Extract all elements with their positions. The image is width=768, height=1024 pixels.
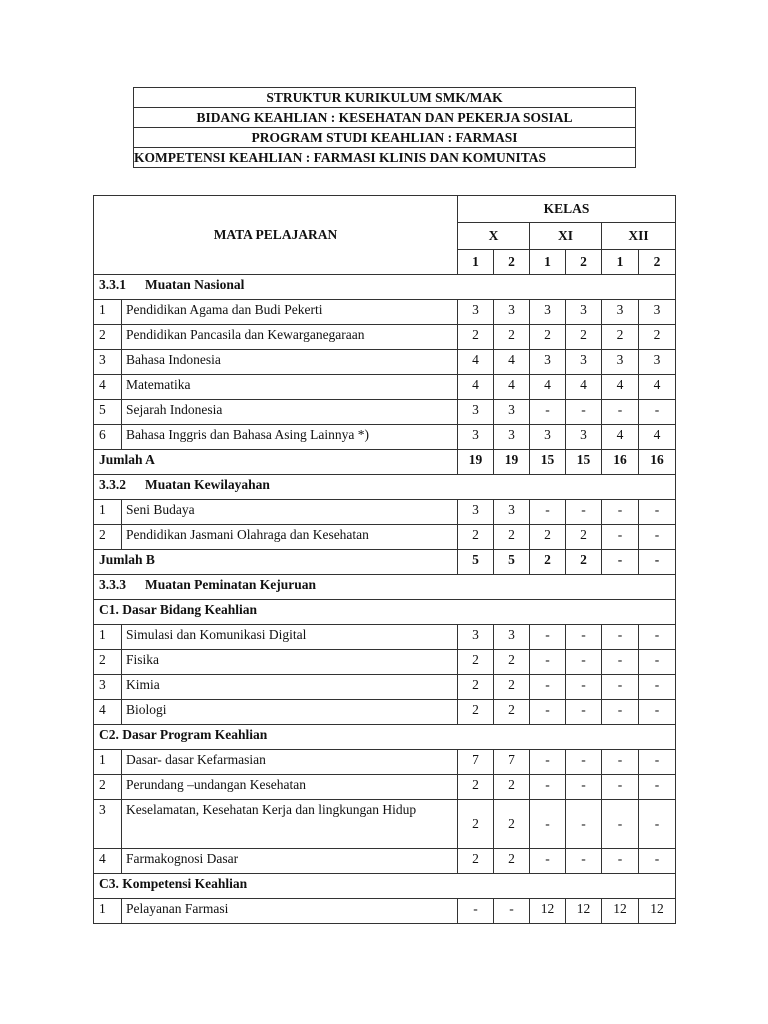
total-cell: 15: [530, 450, 566, 475]
hours-cell: 2: [458, 325, 494, 350]
hours-cell: 3: [566, 350, 602, 375]
table-row: [94, 375, 676, 400]
table-row: [94, 400, 676, 425]
subject-name: Sejarah Indonesia: [122, 400, 458, 425]
table-row: [94, 350, 676, 375]
hours-cell: 12: [530, 899, 566, 924]
hours-cell: 2: [566, 325, 602, 350]
hours-cell: 3: [458, 425, 494, 450]
row-number: 2: [94, 650, 122, 675]
header-semester: 1: [458, 250, 494, 275]
subject-name: Bahasa Indonesia: [122, 350, 458, 375]
hours-cell: 2: [530, 325, 566, 350]
hours-cell: -: [458, 899, 494, 924]
hours-cell: -: [566, 700, 602, 725]
row-number: 5: [94, 400, 122, 425]
hours-cell: 2: [458, 700, 494, 725]
hours-cell: -: [639, 700, 676, 725]
hours-cell: 12: [639, 899, 676, 924]
subsection-c2: [94, 725, 676, 750]
hours-cell: 3: [494, 400, 530, 425]
table-row: [94, 775, 676, 800]
subsection-c1: [94, 600, 676, 625]
header-semester: 1: [602, 250, 639, 275]
subject-name: Pendidikan Agama dan Budi Pekerti: [122, 300, 458, 325]
table-row: [94, 300, 676, 325]
section-heading: [94, 575, 676, 600]
hours-cell: 2: [530, 525, 566, 550]
hours-cell: 12: [566, 899, 602, 924]
subject-name: Biologi: [122, 700, 458, 725]
hours-cell: -: [639, 500, 676, 525]
total-cell: 15: [566, 450, 602, 475]
table-row: [94, 525, 676, 550]
hours-cell: 3: [458, 500, 494, 525]
hours-cell: 3: [639, 300, 676, 325]
row-number: 3: [94, 675, 122, 700]
subsection-c3: [94, 874, 676, 899]
section-heading: [94, 874, 676, 899]
hours-cell: -: [602, 700, 639, 725]
total-cell: 16: [602, 450, 639, 475]
hours-cell: -: [566, 849, 602, 874]
hours-cell: 3: [602, 300, 639, 325]
hours-cell: -: [566, 400, 602, 425]
hours-cell: 2: [458, 675, 494, 700]
table-row: [94, 625, 676, 650]
hours-cell: -: [530, 650, 566, 675]
section-code: 3.3.3: [99, 577, 126, 592]
hours-cell: -: [566, 500, 602, 525]
title-line-kompetensi: KOMPETENSI KEAHLIAN : FARMASI KLINIS DAN KOMUNITAS: [134, 150, 547, 165]
table-row: [94, 750, 676, 775]
hours-cell: -: [530, 400, 566, 425]
subject-name: Pelayanan Farmasi: [122, 899, 458, 924]
header-grade-xi: XI: [530, 223, 602, 250]
hours-cell: -: [602, 750, 639, 775]
subject-name: Pendidikan Jasmani Olahraga dan Kesehatan: [122, 525, 458, 550]
row-number: 1: [94, 750, 122, 775]
hours-cell: -: [530, 849, 566, 874]
total-label: Jumlah A: [94, 450, 458, 475]
hours-cell: 4: [458, 375, 494, 400]
section-title: C2. Dasar Program Keahlian: [99, 727, 268, 742]
section-muatan-nasional: [94, 275, 676, 300]
total-label: Jumlah B: [94, 550, 458, 575]
hours-cell: -: [602, 800, 639, 849]
section-title: C1. Dasar Bidang Keahlian: [99, 602, 258, 617]
row-number: 2: [94, 525, 122, 550]
hours-cell: -: [566, 750, 602, 775]
section-title: C3. Kompetensi Keahlian: [99, 876, 248, 891]
hours-cell: 2: [602, 325, 639, 350]
section-heading: [94, 600, 676, 625]
subject-name: Farmakognosi Dasar: [122, 849, 458, 874]
subject-name: Seni Budaya: [122, 500, 458, 525]
hours-cell: 3: [602, 350, 639, 375]
hours-cell: 4: [458, 350, 494, 375]
hours-cell: 2: [458, 525, 494, 550]
row-number: 6: [94, 425, 122, 450]
header-semester: 2: [494, 250, 530, 275]
total-cell: -: [639, 550, 676, 575]
hours-cell: 2: [639, 325, 676, 350]
hours-cell: -: [639, 675, 676, 700]
table-row: [94, 500, 676, 525]
total-cell: 16: [639, 450, 676, 475]
total-row: [94, 450, 676, 475]
hours-cell: 3: [458, 400, 494, 425]
hours-cell: -: [639, 400, 676, 425]
table-row: [94, 899, 676, 924]
table-row: [94, 675, 676, 700]
row-number: 1: [94, 625, 122, 650]
hours-cell: 2: [458, 849, 494, 874]
table-row: [94, 700, 676, 725]
header-mata-pelajaran: MATA PELAJARAN: [94, 196, 458, 275]
hours-cell: 3: [494, 625, 530, 650]
hours-cell: -: [602, 625, 639, 650]
hours-cell: -: [602, 650, 639, 675]
hours-cell: 2: [458, 800, 494, 849]
hours-cell: 2: [494, 849, 530, 874]
table-row: [94, 800, 676, 849]
hours-cell: -: [639, 750, 676, 775]
subject-name: Pendidikan Pancasila dan Kewarganegaraan: [122, 325, 458, 350]
title-line-bidang: BIDANG KEAHLIAN : KESEHATAN DAN PEKERJA SOSIAL: [134, 108, 635, 128]
hours-cell: 3: [530, 425, 566, 450]
header-semester: 1: [530, 250, 566, 275]
table-row: [94, 325, 676, 350]
row-number: 2: [94, 325, 122, 350]
subject-name: Perundang –undangan Kesehatan: [122, 775, 458, 800]
title-line-struktur: STRUKTUR KURIKULUM SMK/MAK: [134, 88, 635, 108]
row-number: 2: [94, 775, 122, 800]
section-code: 3.3.1: [99, 277, 126, 292]
hours-cell: -: [602, 675, 639, 700]
hours-cell: 3: [530, 350, 566, 375]
row-number: 3: [94, 350, 122, 375]
hours-cell: -: [602, 500, 639, 525]
hours-cell: 2: [494, 775, 530, 800]
total-cell: 19: [494, 450, 530, 475]
total-cell: -: [602, 550, 639, 575]
hours-cell: 7: [458, 750, 494, 775]
section-muatan-peminatan: [94, 575, 676, 600]
hours-cell: 2: [458, 775, 494, 800]
header-semester: 2: [639, 250, 676, 275]
hours-cell: -: [566, 625, 602, 650]
section-code: 3.3.2: [99, 477, 126, 492]
subject-name: Fisika: [122, 650, 458, 675]
hours-cell: -: [530, 750, 566, 775]
total-cell: 19: [458, 450, 494, 475]
hours-cell: -: [530, 700, 566, 725]
total-row: [94, 550, 676, 575]
hours-cell: -: [602, 775, 639, 800]
hours-cell: 4: [639, 425, 676, 450]
hours-cell: 4: [602, 375, 639, 400]
hours-cell: 2: [494, 325, 530, 350]
subject-name: Keselamatan, Kesehatan Kerja dan lingkungan Hidup: [122, 800, 458, 849]
hours-cell: 4: [494, 350, 530, 375]
section-title: Muatan Nasional: [145, 277, 245, 292]
hours-cell: -: [566, 775, 602, 800]
total-cell: 2: [566, 550, 602, 575]
table-row: [94, 425, 676, 450]
hours-cell: -: [530, 775, 566, 800]
hours-cell: 4: [602, 425, 639, 450]
total-cell: 2: [530, 550, 566, 575]
row-number: 1: [94, 899, 122, 924]
hours-cell: -: [639, 525, 676, 550]
subject-name: Dasar- dasar Kefarmasian: [122, 750, 458, 775]
header-semester: 2: [566, 250, 602, 275]
hours-cell: 3: [566, 425, 602, 450]
section-title: Muatan Kewilayahan: [145, 477, 270, 492]
hours-cell: 2: [494, 800, 530, 849]
header-grade-x: X: [458, 223, 530, 250]
hours-cell: 12: [602, 899, 639, 924]
hours-cell: -: [602, 400, 639, 425]
hours-cell: 3: [566, 300, 602, 325]
table-row: [94, 849, 676, 874]
hours-cell: 2: [494, 700, 530, 725]
hours-cell: 4: [639, 375, 676, 400]
subject-name: Simulasi dan Komunikasi Digital: [122, 625, 458, 650]
subject-name: Matematika: [122, 375, 458, 400]
table-row: [94, 650, 676, 675]
hours-cell: -: [602, 849, 639, 874]
row-number: 1: [94, 500, 122, 525]
curriculum-title-block: [133, 87, 636, 168]
header-grade-xii: XII: [602, 223, 676, 250]
section-title: Muatan Peminatan Kejuruan: [145, 577, 317, 592]
hours-cell: 4: [494, 375, 530, 400]
hours-cell: 2: [494, 525, 530, 550]
curriculum-table: [93, 195, 676, 924]
row-number: 4: [94, 375, 122, 400]
hours-cell: 2: [494, 650, 530, 675]
hours-cell: -: [494, 899, 530, 924]
subject-name: Bahasa Inggris dan Bahasa Asing Lainnya *): [122, 425, 458, 450]
total-cell: 5: [494, 550, 530, 575]
row-number: 4: [94, 700, 122, 725]
hours-cell: 3: [458, 625, 494, 650]
section-heading: [94, 475, 676, 500]
section-muatan-kewilayahan: [94, 475, 676, 500]
hours-cell: 3: [494, 300, 530, 325]
hours-cell: 3: [494, 425, 530, 450]
title-line-program: PROGRAM STUDI KEAHLIAN : FARMASI: [134, 128, 635, 148]
hours-cell: 7: [494, 750, 530, 775]
hours-cell: -: [639, 800, 676, 849]
subject-name: Kimia: [122, 675, 458, 700]
hours-cell: 4: [566, 375, 602, 400]
hours-cell: 2: [494, 675, 530, 700]
hours-cell: -: [530, 800, 566, 849]
hours-cell: 4: [530, 375, 566, 400]
hours-cell: -: [639, 775, 676, 800]
hours-cell: -: [530, 675, 566, 700]
hours-cell: -: [530, 625, 566, 650]
hours-cell: -: [639, 650, 676, 675]
hours-cell: 3: [494, 500, 530, 525]
row-number: 3: [94, 800, 122, 849]
section-heading: [94, 725, 676, 750]
hours-cell: 2: [458, 650, 494, 675]
row-number: 4: [94, 849, 122, 874]
total-cell: 5: [458, 550, 494, 575]
hours-cell: 3: [639, 350, 676, 375]
header-kelas: KELAS: [458, 196, 676, 223]
hours-cell: -: [566, 650, 602, 675]
hours-cell: 3: [458, 300, 494, 325]
hours-cell: 2: [566, 525, 602, 550]
row-number: 1: [94, 300, 122, 325]
section-heading: [94, 275, 676, 300]
hours-cell: -: [566, 675, 602, 700]
hours-cell: -: [530, 500, 566, 525]
hours-cell: 3: [530, 300, 566, 325]
hours-cell: -: [566, 800, 602, 849]
hours-cell: -: [639, 625, 676, 650]
hours-cell: -: [602, 525, 639, 550]
hours-cell: -: [639, 849, 676, 874]
